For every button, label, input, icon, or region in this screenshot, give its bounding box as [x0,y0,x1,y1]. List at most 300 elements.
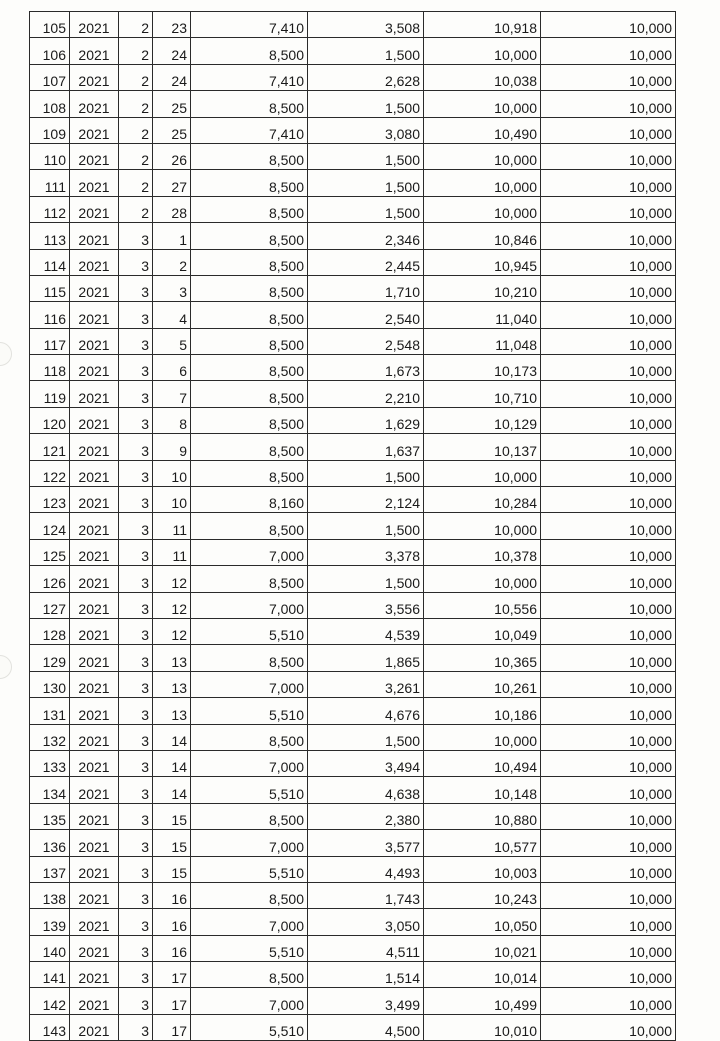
amount-a-cell: 8,500 [191,407,308,433]
amount-a-cell: 8,500 [191,724,308,750]
limit-cell: 10,000 [541,1014,676,1040]
table-row [30,856,676,882]
table-row [30,882,676,908]
row-number-cell: 142 [30,988,70,1014]
row-number-cell: 111 [30,170,70,196]
amount-b-cell: 1,710 [308,275,424,301]
month-cell: 3 [119,513,153,539]
limit-cell: 10,000 [541,988,676,1014]
table-row [30,539,676,565]
total-cell: 10,499 [424,988,541,1014]
total-cell: 10,000 [424,460,541,486]
table-row [30,38,676,64]
table-row [30,196,676,222]
amount-b-cell: 1,743 [308,882,424,908]
month-cell: 3 [119,460,153,486]
year-cell: 2021 [70,539,119,565]
day-cell: 10 [153,487,191,513]
month-cell: 2 [119,38,153,64]
table-row [30,328,676,354]
day-cell: 11 [153,539,191,565]
total-cell: 10,148 [424,777,541,803]
limit-cell: 10,000 [541,618,676,644]
total-cell: 10,000 [424,513,541,539]
table-row [30,64,676,90]
amount-a-cell: 8,500 [191,645,308,671]
year-cell: 2021 [70,830,119,856]
day-cell: 14 [153,750,191,776]
month-cell: 2 [119,170,153,196]
day-cell: 12 [153,566,191,592]
day-cell: 3 [153,275,191,301]
year-cell: 2021 [70,38,119,64]
row-number-cell: 123 [30,487,70,513]
total-cell: 10,880 [424,803,541,829]
row-number-cell: 106 [30,38,70,64]
day-cell: 7 [153,381,191,407]
year-cell: 2021 [70,882,119,908]
row-number-cell: 138 [30,882,70,908]
limit-cell: 10,000 [541,117,676,143]
amount-a-cell: 5,510 [191,935,308,961]
amount-a-cell: 8,500 [191,223,308,249]
year-cell: 2021 [70,117,119,143]
amount-a-cell: 8,500 [191,302,308,328]
row-number-cell: 110 [30,143,70,169]
total-cell: 10,945 [424,249,541,275]
amount-b-cell: 1,500 [308,566,424,592]
binder-hole-mark [0,655,12,679]
day-cell: 15 [153,830,191,856]
row-number-cell: 126 [30,566,70,592]
table-row [30,750,676,776]
row-number-cell: 129 [30,645,70,671]
month-cell: 3 [119,381,153,407]
amount-a-cell: 7,000 [191,988,308,1014]
binder-hole-mark [0,342,12,366]
day-cell: 8 [153,407,191,433]
total-cell: 10,010 [424,1014,541,1040]
day-cell: 2 [153,249,191,275]
total-cell: 10,490 [424,117,541,143]
row-number-cell: 114 [30,249,70,275]
row-number-cell: 132 [30,724,70,750]
month-cell: 3 [119,724,153,750]
amount-b-cell: 2,540 [308,302,424,328]
amount-b-cell: 1,637 [308,434,424,460]
month-cell: 2 [119,117,153,143]
year-cell: 2021 [70,618,119,644]
year-cell: 2021 [70,645,119,671]
amount-a-cell: 5,510 [191,777,308,803]
limit-cell: 10,000 [541,91,676,117]
limit-cell: 10,000 [541,249,676,275]
table-row [30,487,676,513]
limit-cell: 10,000 [541,698,676,724]
month-cell: 3 [119,962,153,988]
table-row [30,1014,676,1040]
row-number-cell: 143 [30,1014,70,1040]
table-row [30,513,676,539]
limit-cell: 10,000 [541,671,676,697]
year-cell: 2021 [70,143,119,169]
amount-b-cell: 1,629 [308,407,424,433]
table-row [30,460,676,486]
amount-a-cell: 8,500 [191,962,308,988]
amount-b-cell: 4,638 [308,777,424,803]
year-cell: 2021 [70,935,119,961]
day-cell: 27 [153,170,191,196]
day-cell: 23 [153,12,191,38]
day-cell: 17 [153,988,191,1014]
year-cell: 2021 [70,328,119,354]
limit-cell: 10,000 [541,196,676,222]
total-cell: 10,378 [424,539,541,565]
month-cell: 3 [119,830,153,856]
limit-cell: 10,000 [541,592,676,618]
amount-a-cell: 8,500 [191,566,308,592]
year-cell: 2021 [70,12,119,38]
total-cell: 10,846 [424,223,541,249]
year-cell: 2021 [70,460,119,486]
limit-cell: 10,000 [541,830,676,856]
day-cell: 26 [153,143,191,169]
amount-a-cell: 8,160 [191,487,308,513]
table-row [30,91,676,117]
row-number-cell: 113 [30,223,70,249]
amount-a-cell: 8,500 [191,355,308,381]
total-cell: 10,577 [424,830,541,856]
month-cell: 3 [119,618,153,644]
year-cell: 2021 [70,355,119,381]
data-table [29,11,676,1041]
table-row [30,698,676,724]
amount-b-cell: 1,865 [308,645,424,671]
day-cell: 16 [153,882,191,908]
month-cell: 3 [119,592,153,618]
amount-b-cell: 1,500 [308,513,424,539]
limit-cell: 10,000 [541,935,676,961]
day-cell: 14 [153,777,191,803]
day-cell: 25 [153,91,191,117]
month-cell: 3 [119,671,153,697]
year-cell: 2021 [70,724,119,750]
month-cell: 2 [119,143,153,169]
table-row [30,724,676,750]
row-number-cell: 120 [30,407,70,433]
month-cell: 3 [119,803,153,829]
total-cell: 10,000 [424,566,541,592]
total-cell: 10,000 [424,724,541,750]
total-cell: 10,014 [424,962,541,988]
total-cell: 11,040 [424,302,541,328]
total-cell: 10,000 [424,143,541,169]
amount-a-cell: 7,410 [191,12,308,38]
year-cell: 2021 [70,407,119,433]
total-cell: 10,243 [424,882,541,908]
amount-a-cell: 8,500 [191,196,308,222]
day-cell: 5 [153,328,191,354]
limit-cell: 10,000 [541,170,676,196]
day-cell: 1 [153,223,191,249]
table-row [30,275,676,301]
amount-a-cell: 7,000 [191,671,308,697]
limit-cell: 10,000 [541,275,676,301]
row-number-cell: 109 [30,117,70,143]
amount-a-cell: 7,000 [191,830,308,856]
table-row [30,988,676,1014]
amount-b-cell: 3,508 [308,12,424,38]
limit-cell: 10,000 [541,143,676,169]
year-cell: 2021 [70,962,119,988]
amount-b-cell: 1,500 [308,724,424,750]
amount-b-cell: 3,261 [308,671,424,697]
limit-cell: 10,000 [541,566,676,592]
year-cell: 2021 [70,170,119,196]
day-cell: 15 [153,856,191,882]
table-row [30,143,676,169]
amount-b-cell: 4,511 [308,935,424,961]
year-cell: 2021 [70,275,119,301]
total-cell: 10,129 [424,407,541,433]
year-cell: 2021 [70,91,119,117]
year-cell: 2021 [70,1014,119,1040]
amount-a-cell: 8,500 [191,275,308,301]
total-cell: 10,021 [424,935,541,961]
total-cell: 10,000 [424,38,541,64]
row-number-cell: 139 [30,909,70,935]
amount-b-cell: 1,514 [308,962,424,988]
day-cell: 13 [153,671,191,697]
total-cell: 10,173 [424,355,541,381]
table-row [30,12,676,38]
day-cell: 12 [153,592,191,618]
total-cell: 10,000 [424,196,541,222]
day-cell: 14 [153,724,191,750]
year-cell: 2021 [70,249,119,275]
total-cell: 10,494 [424,750,541,776]
table-row [30,223,676,249]
month-cell: 3 [119,328,153,354]
table-row [30,618,676,644]
row-number-cell: 141 [30,962,70,988]
total-cell: 10,365 [424,645,541,671]
amount-b-cell: 1,673 [308,355,424,381]
limit-cell: 10,000 [541,381,676,407]
amount-b-cell: 2,380 [308,803,424,829]
limit-cell: 10,000 [541,38,676,64]
limit-cell: 10,000 [541,328,676,354]
day-cell: 13 [153,698,191,724]
month-cell: 3 [119,487,153,513]
amount-a-cell: 8,500 [191,91,308,117]
row-number-cell: 136 [30,830,70,856]
limit-cell: 10,000 [541,487,676,513]
day-cell: 17 [153,1014,191,1040]
day-cell: 25 [153,117,191,143]
row-number-cell: 133 [30,750,70,776]
table-row [30,407,676,433]
table-row [30,434,676,460]
amount-a-cell: 7,000 [191,592,308,618]
month-cell: 3 [119,1014,153,1040]
total-cell: 10,000 [424,91,541,117]
limit-cell: 10,000 [541,856,676,882]
year-cell: 2021 [70,64,119,90]
amount-a-cell: 8,500 [191,434,308,460]
year-cell: 2021 [70,777,119,803]
total-cell: 10,210 [424,275,541,301]
amount-a-cell: 7,410 [191,64,308,90]
year-cell: 2021 [70,302,119,328]
day-cell: 24 [153,38,191,64]
limit-cell: 10,000 [541,724,676,750]
total-cell: 10,556 [424,592,541,618]
amount-b-cell: 3,494 [308,750,424,776]
day-cell: 6 [153,355,191,381]
row-number-cell: 116 [30,302,70,328]
table-row [30,592,676,618]
total-cell: 10,000 [424,170,541,196]
amount-b-cell: 2,628 [308,64,424,90]
row-number-cell: 112 [30,196,70,222]
amount-a-cell: 7,000 [191,539,308,565]
total-cell: 10,261 [424,671,541,697]
amount-b-cell: 3,499 [308,988,424,1014]
amount-b-cell: 1,500 [308,38,424,64]
total-cell: 10,137 [424,434,541,460]
month-cell: 3 [119,223,153,249]
row-number-cell: 125 [30,539,70,565]
table-body [30,12,676,1041]
amount-b-cell: 3,556 [308,592,424,618]
row-number-cell: 115 [30,275,70,301]
amount-b-cell: 1,500 [308,91,424,117]
day-cell: 15 [153,803,191,829]
limit-cell: 10,000 [541,64,676,90]
year-cell: 2021 [70,223,119,249]
month-cell: 3 [119,407,153,433]
total-cell: 10,003 [424,856,541,882]
limit-cell: 10,000 [541,355,676,381]
amount-b-cell: 1,500 [308,170,424,196]
amount-b-cell: 2,445 [308,249,424,275]
month-cell: 3 [119,988,153,1014]
total-cell: 10,049 [424,618,541,644]
table-row [30,355,676,381]
limit-cell: 10,000 [541,513,676,539]
amount-a-cell: 8,500 [191,381,308,407]
row-number-cell: 121 [30,434,70,460]
month-cell: 3 [119,434,153,460]
table-row [30,935,676,961]
month-cell: 3 [119,856,153,882]
amount-b-cell: 3,050 [308,909,424,935]
year-cell: 2021 [70,671,119,697]
amount-b-cell: 1,500 [308,196,424,222]
day-cell: 24 [153,64,191,90]
row-number-cell: 137 [30,856,70,882]
limit-cell: 10,000 [541,460,676,486]
table-row [30,830,676,856]
month-cell: 2 [119,91,153,117]
amount-a-cell: 7,000 [191,909,308,935]
amount-a-cell: 8,500 [191,143,308,169]
day-cell: 16 [153,909,191,935]
year-cell: 2021 [70,750,119,776]
amount-a-cell: 7,410 [191,117,308,143]
year-cell: 2021 [70,856,119,882]
month-cell: 3 [119,302,153,328]
day-cell: 28 [153,196,191,222]
month-cell: 2 [119,64,153,90]
amount-a-cell: 8,500 [191,328,308,354]
table-row [30,381,676,407]
year-cell: 2021 [70,196,119,222]
month-cell: 3 [119,249,153,275]
month-cell: 2 [119,12,153,38]
table-row [30,909,676,935]
amount-a-cell: 5,510 [191,856,308,882]
amount-b-cell: 3,378 [308,539,424,565]
table-row [30,170,676,196]
year-cell: 2021 [70,592,119,618]
amount-a-cell: 8,500 [191,882,308,908]
total-cell: 10,284 [424,487,541,513]
amount-b-cell: 3,080 [308,117,424,143]
limit-cell: 10,000 [541,223,676,249]
amount-b-cell: 1,500 [308,460,424,486]
total-cell: 10,038 [424,64,541,90]
limit-cell: 10,000 [541,962,676,988]
total-cell: 11,048 [424,328,541,354]
amount-b-cell: 1,500 [308,143,424,169]
row-number-cell: 107 [30,64,70,90]
amount-a-cell: 5,510 [191,618,308,644]
day-cell: 9 [153,434,191,460]
year-cell: 2021 [70,698,119,724]
row-number-cell: 128 [30,618,70,644]
month-cell: 2 [119,196,153,222]
table-row [30,962,676,988]
limit-cell: 10,000 [541,539,676,565]
table-row [30,566,676,592]
amount-a-cell: 7,000 [191,750,308,776]
amount-a-cell: 5,510 [191,1014,308,1040]
year-cell: 2021 [70,803,119,829]
row-number-cell: 134 [30,777,70,803]
row-number-cell: 127 [30,592,70,618]
row-number-cell: 118 [30,355,70,381]
row-number-cell: 108 [30,91,70,117]
day-cell: 17 [153,962,191,988]
row-number-cell: 119 [30,381,70,407]
amount-a-cell: 5,510 [191,698,308,724]
table-row [30,302,676,328]
amount-a-cell: 8,500 [191,513,308,539]
amount-b-cell: 4,500 [308,1014,424,1040]
amount-b-cell: 3,577 [308,830,424,856]
day-cell: 12 [153,618,191,644]
limit-cell: 10,000 [541,750,676,776]
amount-b-cell: 4,676 [308,698,424,724]
limit-cell: 10,000 [541,302,676,328]
row-number-cell: 105 [30,12,70,38]
amount-a-cell: 8,500 [191,249,308,275]
table-row [30,249,676,275]
table-row [30,645,676,671]
year-cell: 2021 [70,909,119,935]
